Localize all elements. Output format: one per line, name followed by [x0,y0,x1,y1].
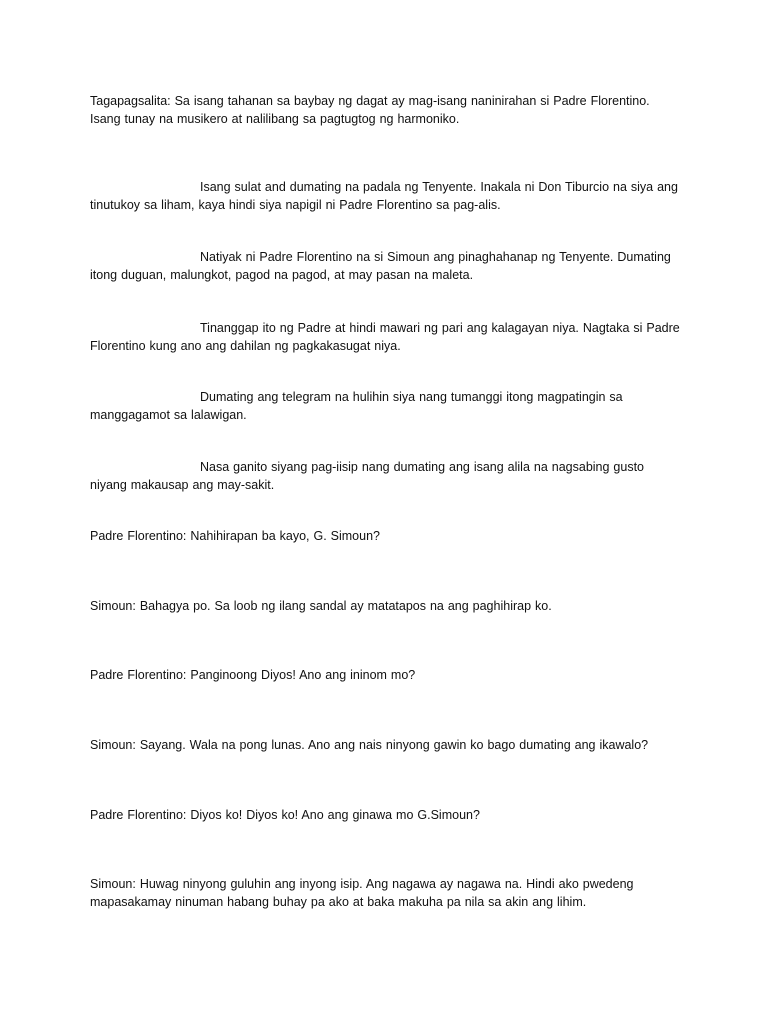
dialogue-line: Padre Florentino: Panginoong Diyos! Ano ang ininom mo? [90,668,416,682]
narration-paragraph: Isang sulat and dumating na padala ng Tenyente. Inakala ni Don Tiburcio na siya ang tinutukoy sa liham, kaya hindi siya napigil ni Padre Florentino sa pag-alis. [90,180,678,212]
dialogue-line: Padre Florentino: Diyos ko! Diyos ko! Ano ang ginawa mo G.Simoun? [90,808,480,822]
dialogue-line: Padre Florentino: Nahihirapan ba kayo, G. Simoun? [90,529,380,543]
dialogue-line: Simoun: Huwag ninyong guluhin ang inyong isip. Ang nagawa ay nagawa na. Hindi ako pwedeng mapasakamay ninuman habang buhay pa ako at baka makuha pa nila sa akin ang lihim. [90,877,634,909]
dialogue-line: Simoun: Sayang. Wala na pong lunas. Ano ang nais ninyong gawin ko bago dumating ang ikawalo? [90,738,649,752]
narration-paragraph: Natiyak ni Padre Florentino na si Simoun ang pinaghahanap ng Tenyente. Dumating itong duguan, malungkot, pagod na pagod, at may pasan na maleta. [90,250,671,282]
narration-paragraph: Tagapagsalita: Sa isang tahanan sa baybay ng dagat ay mag-isang naninirahan si Padre Florentino. Isang tunay na musikero at nalilibang sa pagtugtog ng harmoniko. [90,94,650,126]
narration-paragraph: Tinanggap ito ng Padre at hindi mawari ng pari ang kalagayan niya. Nagtaka si Padre Florentino kung ano ang dahilan ng pagkakasugat niya. [90,321,680,353]
narration-paragraph: Dumating ang telegram na hulihin siya nang tumanggi itong magpatingin sa manggagamot sa lalawigan. [90,390,623,422]
dialogue-line: Simoun: Bahagya po. Sa loob ng ilang sandal ay matatapos na ang paghihirap ko. [90,599,552,613]
narration-paragraph: Nasa ganito siyang pag-iisip nang dumating ang isang alila na nagsabing gusto niyang makausap ang may-sakit. [90,460,645,492]
